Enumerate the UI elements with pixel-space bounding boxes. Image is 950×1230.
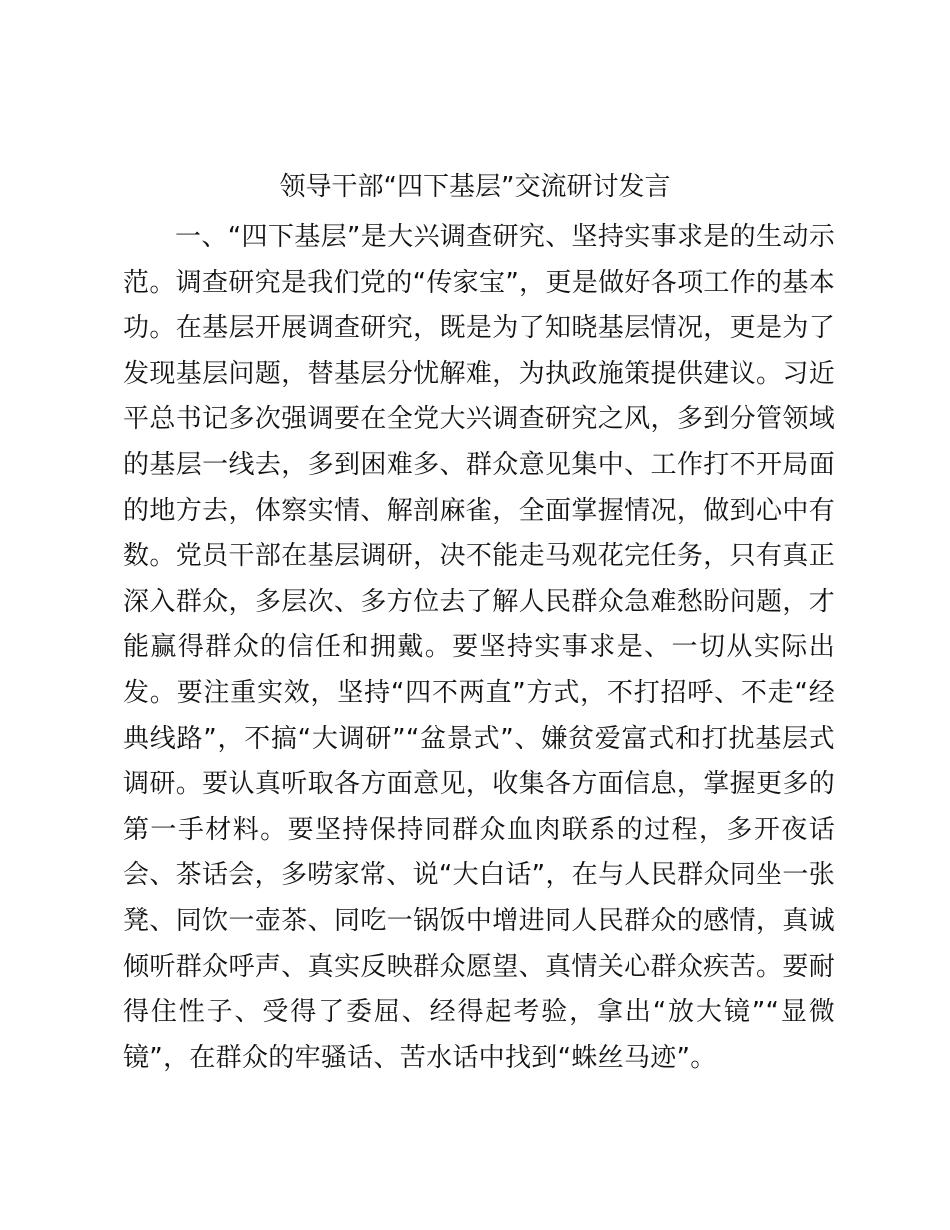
body-paragraph: 一、“四下基层”是大兴调查研究、坚持实事求是的生动示范。调查研究是我们党的“传家宝”，更是做好各项工作的基本功。在基层开展调查研究，既是为了知晓基层情况，更是为了发现基层问题，替基层分忧解难，为执政施策提供建议。习近平总书记多次强调要在全党大兴调查研究之风，多到分管领域的基层一线去，多到困难多、群众意见集中、工作打不开局面的地方去，体察实情、解剖麻雀，全面掌握情况，做到心中有数。党员干部在基层调研，决不能走马观花完任务，只有真正深入群众，多层次、多方位去了解人民群众急难愁盼问题，才能赢得群众的信任和拥戴。要坚持实事求是、一切从实际出发。要注重实效，坚持“四不两直”方式，不打招呼、不走“经典线路”，不搞“大调研”“盆景式”、嫌贫爱富式和打扰基层式调研。要认真听取各方面意见，收集各方面信息，掌握更多的第一手材料。要坚持保持同群众血肉联系的过程，多开夜话会、茶话会，多唠家常、说“大白话”，在与人民群众同坐一张凳、同饮一壶茶、同吃一锅饭中增进同人民群众的感情，真诚倾听群众呼声、真实反映群众愿望、真情关心群众疾苦。要耐得住性子、受得了委屈、经得起考验，拿出“放大镜”“显微镜”，在群众的牢骚话、苦水话中找到“蛛丝马迹”。 xyxy=(123,222,835,1073)
document-title: 领导干部“四下基层”交流研讨发言 xyxy=(279,172,671,202)
